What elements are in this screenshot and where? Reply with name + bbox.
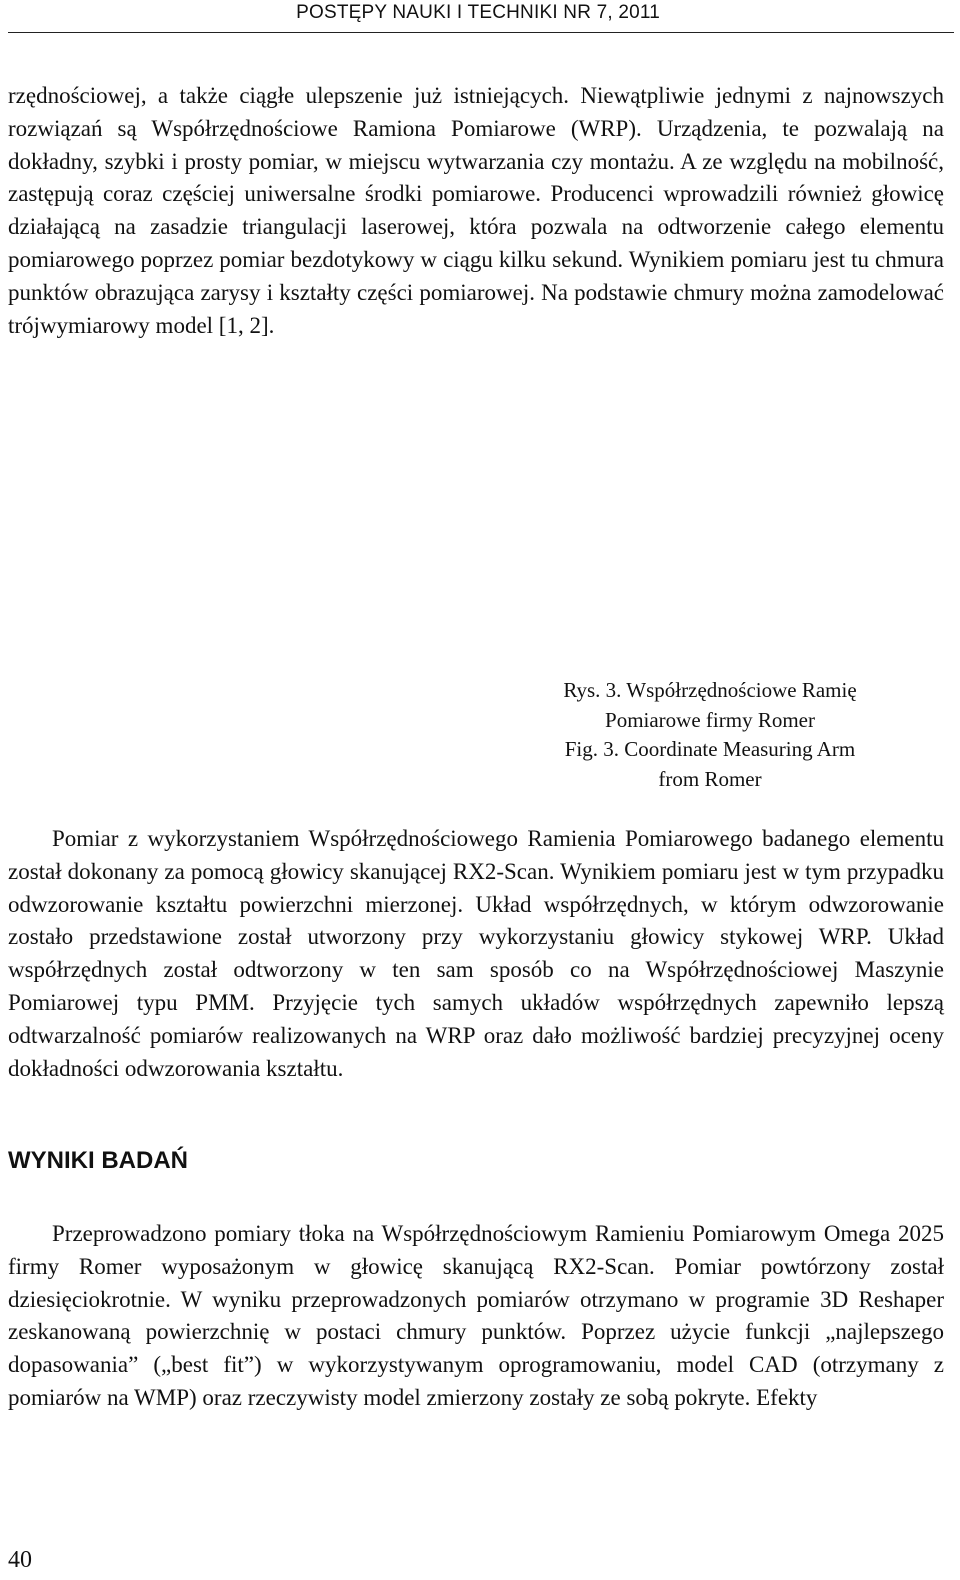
paragraph-results: Przeprowadzono pomiary tłoka na Współrzędnościowym Ramieniu Pomiarowym Omega 2025 firmy Romer wyposażonym w głowicę skanującą RX2-Scan. Pomiar powtórzony został dziesięciokrotnie. W wyniku przeprowadzonych pomiarów otrzymano w programie 3D Reshaper zeskanowaną powierzchnię w postaci chmury punktów. Poprzez użycie funkcji „najlepszego dopasowania” („best fit”) w wykorzystywanym oprogramowaniu, model CAD (otrzymany z pomiarów na WMP) oraz rzeczywisty model zmierzony zostały ze sobą pokryte. Efekty bbox=[8, 1221, 944, 1410]
section-heading: WYNIKI BADAŃ bbox=[8, 1147, 188, 1174]
caption-pl-line-1: Rys. 3. Współrzędnościowe Ramię bbox=[563, 678, 857, 702]
caption-en-line-1: Fig. 3. Coordinate Measuring Arm bbox=[564, 737, 856, 761]
paragraph-intro: rzędnościowej, a także ciągłe ulepszenie już istniejących. Niewątpliwie jednymi z najnowszych rozwiązań są Współrzędnościowe Ramiona Pomiarowe (WRP). Urządzenia, te pozwalają na dokładny, szybki i prosty pomiar, w miejscu wytwarzania czy montażu. A ze względu na mobilność, zastępują coraz częściej uniwersalne środki pomiarowe. Producenci wprowadzili również głowicę działającą na zasadzie triangulacji laserowej, która pozwala na odtworzenie całego elementu pomiarowego poprzez pomiar bezdotykowy w ciągu kilku sekund. Wynikiem pomiaru jest tu chmura punktów obrazująca zarysy i kształty części pomiarowej. Na podstawie chmury można zamodelować trójwymiarowy model [1, 2]. bbox=[8, 83, 944, 338]
page-number: 40 bbox=[8, 1547, 32, 1573]
running-header: POSTĘPY NAUKI I TECHNIKI NR 7, 2011 bbox=[296, 2, 660, 23]
caption-en-line-2: from Romer bbox=[658, 766, 762, 791]
paragraph-measurement: Pomiar z wykorzystaniem Współrzędnościowego Ramienia Pomiarowego badanego elementu został dokonany za pomocą głowicy skanującej RX2-Scan. Wynikiem pomiaru jest w tym przypadku odwzorowanie kształtu powierzchni mierzonej. Układ współrzędnych, w którym odwzorowanie zostało przedstawione został utworzony przy wykorzystaniu głowicy stykowej WRP. Układ współrzędnych został odtworzony w ten sam sposób co na Współrzędnościowej Maszynie Pomiarowej typu PMM. Przyjęcie tych samych układów współrzędnych zapewniło lepszą odtwarzalność pomiarów realizowanych na WRP oraz dało możliwość bardziej precyzyjnej oceny dokładności odwzorowania kształtu. bbox=[8, 826, 944, 1081]
header-rule bbox=[8, 32, 954, 33]
figure-caption bbox=[500, 676, 920, 794]
caption-pl-line-2: Pomiarowe firmy Romer bbox=[605, 707, 815, 732]
